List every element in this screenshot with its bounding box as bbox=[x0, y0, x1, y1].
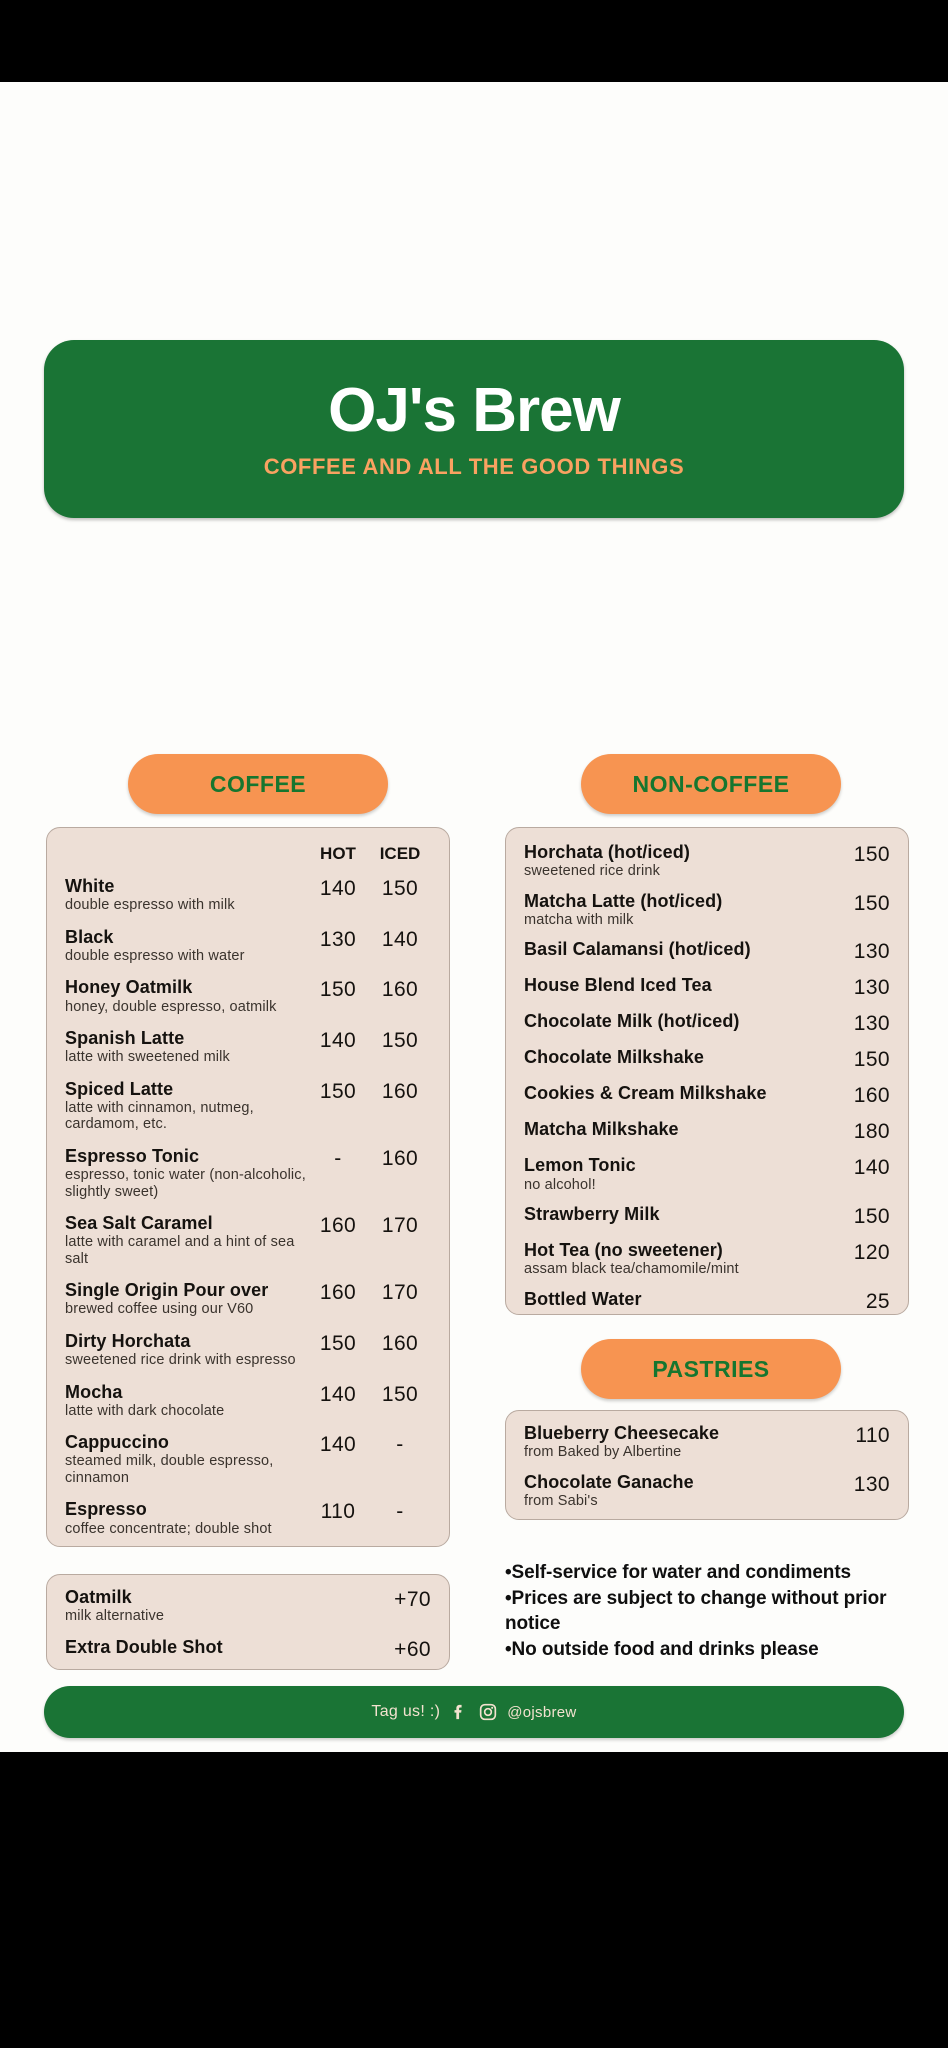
item-description: espresso, tonic water (non-alcoholic, slightly sweet) bbox=[65, 1167, 306, 1200]
item-name: Matcha Milkshake bbox=[524, 1119, 679, 1140]
item-name: Oatmilk bbox=[65, 1587, 132, 1607]
item-name-cell bbox=[524, 1047, 826, 1083]
item-name-cell bbox=[524, 842, 826, 891]
item-price: 130 bbox=[853, 940, 890, 964]
item-name-cell bbox=[65, 1213, 307, 1280]
item-description: from Sabi's bbox=[524, 1492, 598, 1509]
list-item bbox=[524, 1423, 890, 1472]
item-description: sweetened rice drink with espresso bbox=[65, 1352, 296, 1369]
instagram-icon[interactable] bbox=[478, 1702, 498, 1722]
item-name: House Blend Iced Tea bbox=[524, 975, 712, 996]
item-name: White bbox=[65, 876, 115, 896]
item-name-cell bbox=[524, 1472, 826, 1521]
list-item bbox=[65, 1587, 431, 1637]
item-name-cell bbox=[65, 1079, 307, 1146]
facebook-icon[interactable] bbox=[449, 1702, 469, 1722]
item-price: 150 bbox=[853, 843, 890, 866]
table-row bbox=[65, 1432, 431, 1499]
item-description: no alcohol! bbox=[524, 1176, 596, 1193]
item-price: 130 bbox=[853, 976, 890, 1000]
item-name-cell bbox=[65, 1499, 307, 1550]
coffee-table-header-row bbox=[65, 842, 431, 876]
item-description: matcha with milk bbox=[524, 911, 634, 928]
item-name: Bottled Water bbox=[524, 1288, 642, 1309]
item-name-cell bbox=[65, 1331, 307, 1382]
item-name: Dirty Horchata bbox=[65, 1330, 191, 1351]
item-price: 160 bbox=[853, 1084, 890, 1108]
item-price-hot: 110 bbox=[320, 1500, 356, 1524]
item-name-cell bbox=[65, 1280, 307, 1331]
item-name-cell bbox=[524, 1155, 826, 1204]
item-price-iced: 150 bbox=[381, 1029, 419, 1053]
list-item bbox=[524, 1047, 890, 1083]
item-price-hot: 140 bbox=[319, 1433, 357, 1457]
item-price: 180 bbox=[853, 1120, 890, 1144]
item-price-hot: 160 bbox=[319, 1214, 357, 1238]
item-description: latte with dark chocolate bbox=[65, 1402, 225, 1419]
item-name: Chocolate Milk (hot/iced) bbox=[524, 1011, 740, 1032]
list-item bbox=[524, 1119, 890, 1155]
item-name: Chocolate Milkshake bbox=[524, 1047, 704, 1068]
menu-canvas bbox=[0, 82, 948, 1752]
menu-note: •Prices are subject to change without prior notice bbox=[505, 1588, 887, 1635]
coffee-hot-header: HOT bbox=[320, 844, 356, 863]
coffee-menu-card bbox=[46, 827, 450, 1547]
item-name: Chocolate Ganache bbox=[524, 1471, 694, 1492]
table-row bbox=[65, 1382, 431, 1433]
item-name-cell bbox=[65, 1146, 307, 1213]
table-row bbox=[65, 1028, 431, 1079]
item-price-iced: 160 bbox=[381, 1331, 419, 1355]
brand-title: OJ's Brew bbox=[328, 376, 620, 445]
item-description: steamed milk, double espresso, cinnamon bbox=[65, 1453, 274, 1486]
section-pill-pastries bbox=[581, 1339, 841, 1399]
list-item bbox=[524, 891, 890, 940]
item-name: Espresso bbox=[65, 1499, 147, 1520]
item-name-cell bbox=[524, 975, 826, 1011]
list-item bbox=[524, 975, 890, 1011]
item-price-iced: 160 bbox=[381, 978, 419, 1002]
list-item bbox=[524, 842, 890, 891]
list-item bbox=[524, 1472, 890, 1521]
item-description: double espresso with water bbox=[65, 947, 245, 964]
item-price-iced: 150 bbox=[381, 877, 419, 900]
item-name: Hot Tea (no sweetener) bbox=[524, 1240, 723, 1261]
item-price-iced: 140 bbox=[381, 927, 419, 951]
item-name: Lemon Tonic bbox=[524, 1155, 636, 1176]
item-name-cell bbox=[65, 876, 307, 927]
item-name-cell bbox=[524, 939, 826, 975]
list-item bbox=[524, 1204, 890, 1240]
item-price: 130 bbox=[853, 1472, 890, 1496]
item-price-hot: 140 bbox=[319, 1382, 357, 1406]
menu-note: •Self-service for water and condiments bbox=[505, 1562, 852, 1583]
item-price-hot: 150 bbox=[319, 978, 357, 1002]
item-price: 150 bbox=[853, 1205, 890, 1229]
list-item bbox=[524, 1289, 890, 1325]
item-name: Basil Calamansi (hot/iced) bbox=[524, 939, 751, 960]
section-pill-coffee-label: COFFEE bbox=[209, 770, 307, 797]
item-price-iced: 170 bbox=[381, 1281, 419, 1305]
item-price: +70 bbox=[394, 1588, 431, 1611]
list-item bbox=[524, 1155, 890, 1204]
list-item bbox=[65, 1637, 431, 1674]
bottom-letterbox-bar bbox=[0, 1752, 948, 2048]
item-name-cell bbox=[524, 1083, 826, 1119]
item-name-cell bbox=[65, 1028, 307, 1079]
item-name-cell bbox=[524, 1289, 826, 1325]
item-price: 120 bbox=[853, 1241, 890, 1265]
item-name: Mocha bbox=[65, 1381, 123, 1402]
item-name-cell bbox=[65, 927, 307, 978]
coffee-name-header bbox=[65, 842, 307, 876]
item-name-cell bbox=[65, 1432, 307, 1499]
item-name: Cookies & Cream Milkshake bbox=[524, 1083, 767, 1104]
item-description: latte with cinnamon, nutmeg, cardamom, etc. bbox=[65, 1099, 254, 1133]
social-footer-bar bbox=[44, 1686, 904, 1738]
item-price: 140 bbox=[853, 1156, 890, 1180]
item-price-hot: 150 bbox=[319, 1331, 357, 1355]
item-price-hot: 130 bbox=[319, 927, 357, 951]
section-pill-pastries-label: PASTRIES bbox=[652, 1355, 770, 1382]
item-price-iced: 160 bbox=[381, 1079, 419, 1103]
item-name: Sea Salt Caramel bbox=[65, 1213, 213, 1234]
top-letterbox-bar bbox=[0, 0, 948, 82]
item-price-iced: 160 bbox=[381, 1146, 419, 1170]
item-price-hot: 150 bbox=[319, 1079, 357, 1103]
section-pill-noncoffee bbox=[581, 754, 841, 814]
item-description: honey, double espresso, oatmilk bbox=[65, 998, 277, 1015]
item-price: 150 bbox=[853, 891, 890, 915]
brand-tagline: COFFEE AND ALL THE GOOD THINGS bbox=[263, 454, 685, 479]
item-description: from Baked by Albertine bbox=[524, 1444, 682, 1461]
list-item bbox=[524, 1083, 890, 1119]
item-name: Spanish Latte bbox=[65, 1028, 185, 1049]
item-name: Spiced Latte bbox=[65, 1078, 174, 1099]
item-price: 25 bbox=[865, 1289, 890, 1313]
item-price-iced: - bbox=[396, 1433, 404, 1457]
item-description: coffee concentrate; double shot bbox=[65, 1520, 272, 1537]
item-name: Extra Double Shot bbox=[65, 1636, 223, 1657]
item-price-iced: - bbox=[396, 1500, 404, 1524]
item-name-cell bbox=[524, 1240, 826, 1289]
instagram-handle: @ojsbrew bbox=[507, 1703, 577, 1721]
item-name: Black bbox=[65, 926, 114, 947]
item-name: Blueberry Cheesecake bbox=[524, 1423, 720, 1443]
table-row bbox=[65, 1280, 431, 1331]
coffee-iced-header: ICED bbox=[379, 844, 421, 863]
item-name-cell bbox=[524, 891, 826, 940]
item-description: double espresso with milk bbox=[65, 897, 235, 914]
menu-header bbox=[44, 340, 904, 518]
item-name-cell bbox=[65, 1637, 361, 1674]
item-name: Espresso Tonic bbox=[65, 1145, 200, 1166]
item-name-cell bbox=[65, 977, 307, 1028]
table-row bbox=[65, 1079, 431, 1146]
item-name: Horchata (hot/iced) bbox=[524, 842, 690, 862]
item-price-hot: - bbox=[334, 1146, 342, 1170]
menu-notes bbox=[505, 1560, 917, 1663]
coffee-table bbox=[65, 842, 431, 1550]
item-price: +60 bbox=[394, 1637, 431, 1661]
list-item bbox=[524, 939, 890, 975]
item-description: latte with sweetened milk bbox=[65, 1049, 230, 1066]
tag-us-label: Tag us! :) bbox=[371, 1703, 441, 1720]
item-description: latte with caramel and a hint of sea salt bbox=[65, 1234, 295, 1267]
table-row bbox=[65, 1213, 431, 1280]
addons-table bbox=[65, 1587, 431, 1674]
item-name-cell bbox=[65, 1382, 307, 1433]
noncoffee-menu-card bbox=[505, 827, 909, 1315]
item-description: milk alternative bbox=[65, 1608, 165, 1625]
table-row bbox=[65, 977, 431, 1028]
addons-card bbox=[46, 1574, 450, 1670]
item-name-cell bbox=[524, 1423, 826, 1472]
menu-note: •No outside food and drinks please bbox=[505, 1639, 819, 1661]
list-item bbox=[524, 1240, 890, 1289]
item-name-cell bbox=[524, 1119, 826, 1155]
list-item bbox=[524, 1011, 890, 1047]
item-name: Single Origin Pour over bbox=[65, 1280, 269, 1301]
pastries-card bbox=[505, 1410, 909, 1520]
table-row bbox=[65, 927, 431, 978]
table-row bbox=[65, 1331, 431, 1382]
item-price-iced: 170 bbox=[381, 1214, 419, 1238]
table-row bbox=[65, 1146, 431, 1213]
pastries-table bbox=[524, 1423, 890, 1520]
item-price: 110 bbox=[855, 1424, 890, 1447]
item-price-hot: 140 bbox=[319, 877, 357, 900]
item-description: brewed coffee using our V60 bbox=[65, 1301, 254, 1318]
item-price-hot: 160 bbox=[319, 1281, 357, 1305]
item-price: 130 bbox=[853, 1012, 890, 1036]
table-row bbox=[65, 1499, 431, 1550]
item-price-iced: 150 bbox=[381, 1382, 419, 1406]
section-pill-coffee bbox=[128, 754, 388, 814]
item-description: assam black tea/chamomile/mint bbox=[524, 1261, 739, 1278]
item-price-hot: 140 bbox=[319, 1029, 357, 1053]
section-pill-noncoffee-label: NON-COFFEE bbox=[632, 770, 790, 797]
item-name: Honey Oatmilk bbox=[65, 977, 193, 998]
noncoffee-table bbox=[524, 842, 890, 1325]
item-name-cell bbox=[524, 1011, 826, 1047]
item-name: Cappuccino bbox=[65, 1432, 170, 1453]
table-row bbox=[65, 876, 431, 927]
item-description: sweetened rice drink bbox=[524, 863, 660, 880]
item-name-cell bbox=[524, 1204, 826, 1240]
item-price: 150 bbox=[853, 1048, 890, 1072]
item-name: Matcha Latte (hot/iced) bbox=[524, 890, 723, 911]
item-name: Strawberry Milk bbox=[524, 1204, 660, 1225]
item-name-cell bbox=[65, 1587, 361, 1637]
